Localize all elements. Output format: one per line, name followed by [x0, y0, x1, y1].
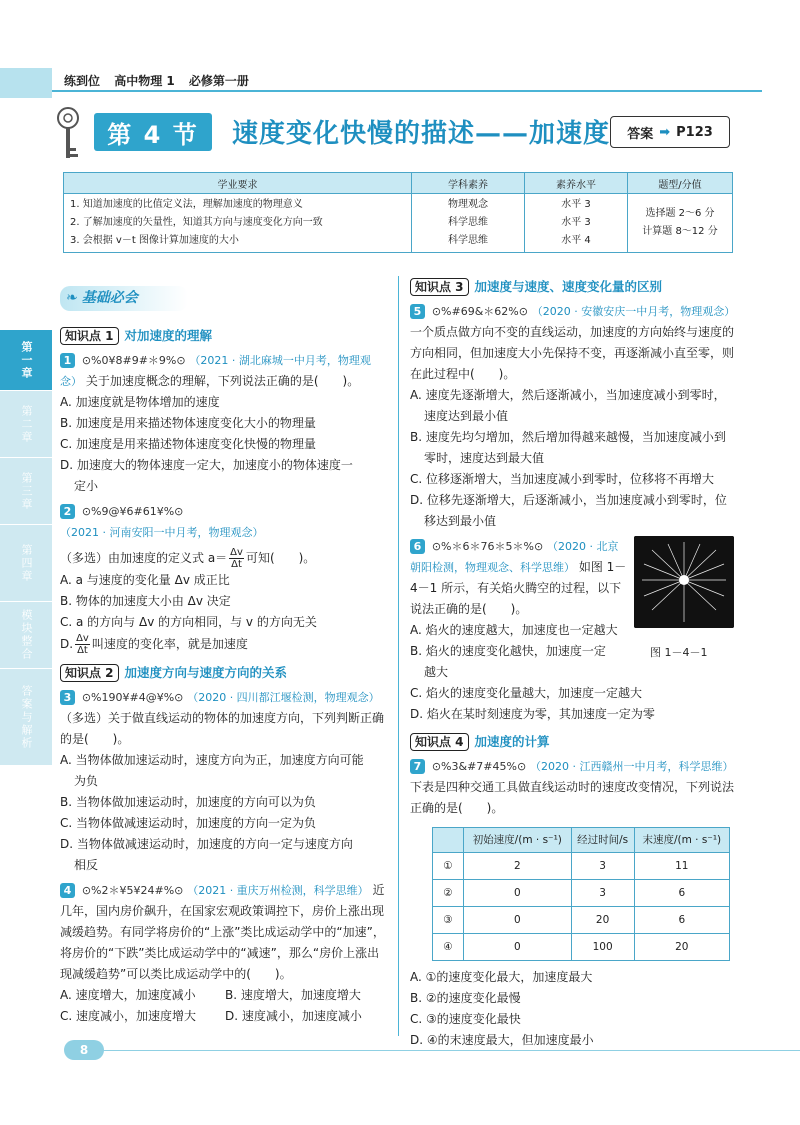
kp-tag: 知识点 2 — [60, 664, 119, 682]
table-row — [433, 907, 730, 934]
table-cell: 0 — [464, 907, 572, 934]
question-6 — [410, 536, 740, 725]
table-cell: 11 — [634, 853, 729, 880]
kp-tag: 知识点 3 — [410, 278, 469, 296]
table-cell: 0 — [464, 934, 572, 961]
table-cell — [412, 194, 525, 253]
question-stem-end: 可知( )。 — [245, 551, 316, 565]
literacy-3: 科学思维 — [448, 235, 488, 246]
literacy-2: 科学思维 — [448, 217, 488, 228]
score-1: 选择题 2～6 分 — [645, 208, 715, 219]
question-source: （2020 · 北京朝阳检测，物理观念、科学思维） — [410, 540, 619, 574]
option-d-cont: 定小 — [74, 479, 99, 493]
options-row — [60, 1006, 390, 1027]
question-stem: （多选）由加速度的定义式 a＝ — [60, 551, 228, 565]
option-a: A. 焰火的速度越大，加速度也一定越大 — [410, 623, 618, 637]
requirement-3: 3. 会根据 v－t 图像计算加速度的大小 — [70, 235, 239, 246]
table-header — [433, 828, 464, 853]
answer-page: P123 — [676, 124, 713, 140]
table-cell: 2 — [464, 853, 572, 880]
page-number: 8 — [64, 1040, 104, 1060]
kp-title: 加速度方向与速度方向的关系 — [124, 665, 288, 680]
figure-caption: 图 1－4－1 — [650, 646, 708, 659]
question-stem: 一个质点做方向不变的直线运动，加速度的方向始终与速度的方向相同，但加速度大小先保持不变，再逐渐减小直至零，则在此过程中( )。 — [410, 325, 735, 381]
question-number: 7 — [410, 759, 425, 774]
table-cell: 20 — [634, 934, 729, 961]
option-c: C. 加速度是用来描述物体速度变化快慢的物理量 — [60, 437, 317, 451]
table-cell: 6 — [634, 907, 729, 934]
question-source: （2020 · 四川都江堰检测，物理观念） — [187, 691, 380, 704]
question-1 — [60, 350, 390, 497]
kp-title: 加速度的计算 — [474, 734, 550, 749]
question-3 — [60, 687, 390, 876]
speed-table — [432, 827, 730, 961]
fraction: $\frac{\Delta v}{\Delta t}$ — [230, 547, 243, 570]
question-source: （2021 · 重庆万州检测，科学思维） — [187, 884, 369, 897]
section-title: 基础必会 — [81, 290, 138, 306]
question-number: 3 — [60, 690, 75, 705]
arrow-right-icon: ➡ — [659, 124, 671, 140]
kp-title: 对加速度的理解 — [124, 328, 213, 343]
table-header: 末速度/(m · s⁻¹) — [634, 828, 729, 853]
sidebar-item-answers[interactable]: 答案与解析 — [0, 669, 52, 766]
option-a: A. 当物体做加速运动时，速度方向为正，加速度方向可能 — [60, 753, 364, 767]
option-b: B. 加速度是用来描述物体速度变化大小的物理量 — [60, 416, 316, 430]
option-c: C. a 的方向与 Δv 的方向相同，与 v 的方向无关 — [60, 615, 317, 629]
question-stem: 近几年，国内房价飙升，在国家宏观政策调控下，房价上涨出现减缓趋势。有同学将房价的“上涨”类比成运动学中的“加速”，将房价的“下跌”类比成运动学中的“减速”，那么“房价上涨出现减缓趋势”可以类比成运动学中的( )。 — [60, 883, 385, 981]
option-b: B. 速度先均匀增加，然后增加得越来越慢，当加速度减小到 — [410, 430, 726, 444]
option-d-cont: 相反 — [74, 858, 99, 872]
question-2 — [60, 501, 390, 656]
volume-name: 必修第一册 — [188, 74, 249, 88]
question-code: ⊙%3&#7#45%⊙ — [431, 760, 527, 773]
table-cell: 100 — [571, 934, 634, 961]
table-cell: ③ — [433, 907, 464, 934]
sidebar-item-module[interactable]: 模块整合 — [0, 602, 52, 669]
table-header: 学业要求 — [64, 173, 412, 194]
table-cell — [525, 194, 628, 253]
question-code: ⊙%#69&＊62%⊙ — [431, 305, 528, 318]
sidebar-item-chapter-3[interactable]: 第三章 — [0, 458, 52, 525]
knowledge-point — [410, 731, 740, 752]
requirement-2: 2. 了解加速度的矢量性，知道其方向与速度变化方向一致 — [70, 217, 323, 228]
option-b: B. ②的速度变化最慢 — [410, 991, 521, 1005]
question-source: （2020 · 江西赣州一中月考，科学思维） — [530, 760, 734, 773]
requirements-table — [63, 172, 733, 253]
leaf-icon: ❧ — [66, 290, 78, 306]
option-a-cont: 为负 — [74, 774, 99, 788]
answer-label: 答案 — [627, 126, 654, 142]
table-row — [433, 880, 730, 907]
question-source: （2021 · 河南安阳一中月考，物理观念） — [60, 526, 264, 539]
table-row — [433, 853, 730, 880]
option-d: D. ④的末速度最大，但加速度最小 — [410, 1033, 594, 1047]
question-source: （2021 · 湖北麻城一中月考，物理观念） — [60, 354, 371, 388]
question-source: （2020 · 安徽安庆一中月考，物理观念） — [531, 305, 736, 318]
table-header: 经过时间/s — [571, 828, 634, 853]
question-number: 5 — [410, 304, 425, 319]
option-d: D. 当物体做减速运动时，加速度的方向一定与速度方向 — [60, 837, 353, 851]
question-code: ⊙%9@¥6#61¥%⊙ — [81, 505, 184, 518]
sidebar-item-chapter-4[interactable]: 第四章 — [0, 525, 52, 602]
option-b: B. 物体的加速度大小由 Δv 决定 — [60, 594, 231, 608]
table-header: 题型/分值 — [628, 173, 733, 194]
sidebar-item-chapter-1[interactable]: 第一章 — [0, 330, 52, 391]
option-c: C. 位移逐渐增大，当加速度减小到零时，位移将不再增大 — [410, 472, 715, 486]
knowledge-point — [60, 325, 390, 346]
question-number: 2 — [60, 504, 75, 519]
knowledge-point — [410, 276, 740, 297]
left-column — [60, 286, 390, 1027]
question-code: ⊙%2＊¥5¥24#%⊙ — [81, 884, 184, 897]
option-a-cont: 速度达到最小值 — [424, 409, 509, 423]
section-number: 第 4 节 — [94, 113, 212, 151]
question-code: ⊙%190¥#4@¥%⊙ — [81, 691, 184, 704]
option-d: D. 加速度大的物体速度一定大，加速度小的物体速度一 — [60, 458, 353, 472]
question-5 — [410, 301, 740, 532]
requirement-1: 1. 知道加速度的比值定义法，理解加速度的物理意义 — [70, 199, 303, 210]
option-b-cont: 越大 — [424, 665, 449, 679]
option-d: D. 速度减小，加速度减小 — [225, 1009, 362, 1023]
literacy-1: 物理观念 — [448, 199, 488, 210]
score-2: 计算题 8～12 分 — [642, 226, 718, 237]
option-a: A. 速度先逐渐增大，然后逐渐减小，当加速度减小到零时， — [410, 388, 726, 402]
answer-reference[interactable] — [610, 116, 730, 148]
question-number: 4 — [60, 883, 75, 898]
options-row — [60, 985, 390, 1006]
table-cell: 6 — [634, 880, 729, 907]
question-stem: 如图 1－4－1 所示，有关焰火腾空的过程，以下说法正确的是( )。 — [410, 560, 627, 616]
table-cell: 3 — [571, 853, 634, 880]
option-b-cont: 零时，速度达到最大值 — [424, 451, 545, 465]
question-number: 6 — [410, 539, 425, 554]
footer-rule — [100, 1050, 800, 1051]
option-d: D. 焰火在某时刻速度为零，其加速度一定为零 — [410, 707, 655, 721]
table-cell — [628, 194, 733, 253]
running-header — [64, 72, 259, 89]
knowledge-point — [60, 662, 390, 683]
table-row — [433, 934, 730, 961]
option-b: B. 焰火的速度变化越快，加速度一定 — [410, 644, 606, 658]
header-tab — [0, 68, 52, 98]
option-a: A. ①的速度变化最大，加速度最大 — [410, 970, 593, 984]
table-header: 初始速度/(m · s⁻¹) — [464, 828, 572, 853]
section-banner — [60, 286, 188, 311]
chapter-sidebar — [0, 330, 52, 766]
series-name: 练到位 — [64, 74, 101, 88]
question-number: 1 — [60, 353, 75, 368]
fraction: $\frac{\Delta v}{\Delta t}$ — [76, 633, 89, 656]
option-c: C. 速度减小，加速度增大 — [60, 1009, 197, 1023]
subject-name: 高中物理 1 — [114, 74, 175, 88]
option-a: A. a 与速度的变化量 Δv 成正比 — [60, 573, 230, 587]
level-1: 水平 3 — [561, 199, 591, 210]
table-cell — [64, 194, 412, 253]
table-header: 素养水平 — [525, 173, 628, 194]
table-cell: 20 — [571, 907, 634, 934]
table-cell: ④ — [433, 934, 464, 961]
option-d-cont: 移达到最小值 — [424, 514, 497, 528]
question-stem: 关于加速度概念的理解，下列说法正确的是( )。 — [85, 374, 360, 388]
firework-image — [634, 536, 734, 628]
option-a: A. 加速度就是物体增加的速度 — [60, 395, 220, 409]
kp-tag: 知识点 1 — [60, 327, 119, 345]
table-cell: ② — [433, 880, 464, 907]
table-cell: ① — [433, 853, 464, 880]
question-code: ⊙%0¥8#9#＊9%⊙ — [81, 354, 186, 367]
option-c: C. 当物体做减速运动时，加速度的方向一定为负 — [60, 816, 317, 830]
option-d: D. 位移先逐渐增大，后逐渐减小，当加速度减小到零时，位 — [410, 493, 727, 507]
option-c: C. 焰火的速度变化量越大，加速度一定越大 — [410, 686, 643, 700]
column-divider — [398, 276, 399, 1036]
table-header: 学科素养 — [412, 173, 525, 194]
option-c: C. ③的速度变化最快 — [410, 1012, 521, 1026]
header-rule — [52, 90, 762, 92]
page-title: 速度变化快慢的描述——加速度 — [232, 119, 611, 149]
option-d: D. $\frac{\Delta v}{\Delta t}$ 叫速度的变化率，就是加速度 — [60, 633, 248, 656]
level-3: 水平 4 — [561, 235, 591, 246]
question-4 — [60, 880, 390, 1027]
table-cell: 0 — [464, 880, 572, 907]
question-stem: 下表是四种交通工具做直线运动时的速度改变情况，下列说法正确的是( )。 — [410, 780, 735, 815]
right-column — [410, 276, 740, 1051]
question-stem: （多选）关于做直线运动的物体的加速度方向，下列判断正确的是( )。 — [60, 711, 385, 746]
option-b: B. 当物体做加速运动时，加速度的方向可以为负 — [60, 795, 316, 809]
option-b: B. 速度增大，加速度增大 — [225, 988, 361, 1002]
kp-tag: 知识点 4 — [410, 733, 469, 751]
question-code: ⊙%＊6＊76＊5＊%⊙ — [431, 540, 544, 553]
question-7 — [410, 756, 740, 1051]
level-2: 水平 3 — [561, 217, 591, 228]
option-a: A. 速度增大，加速度减小 — [60, 988, 196, 1002]
sidebar-item-chapter-2[interactable]: 第二章 — [0, 391, 52, 458]
table-cell: 3 — [571, 880, 634, 907]
kp-title: 加速度与速度、速度变化量的区别 — [474, 279, 663, 294]
